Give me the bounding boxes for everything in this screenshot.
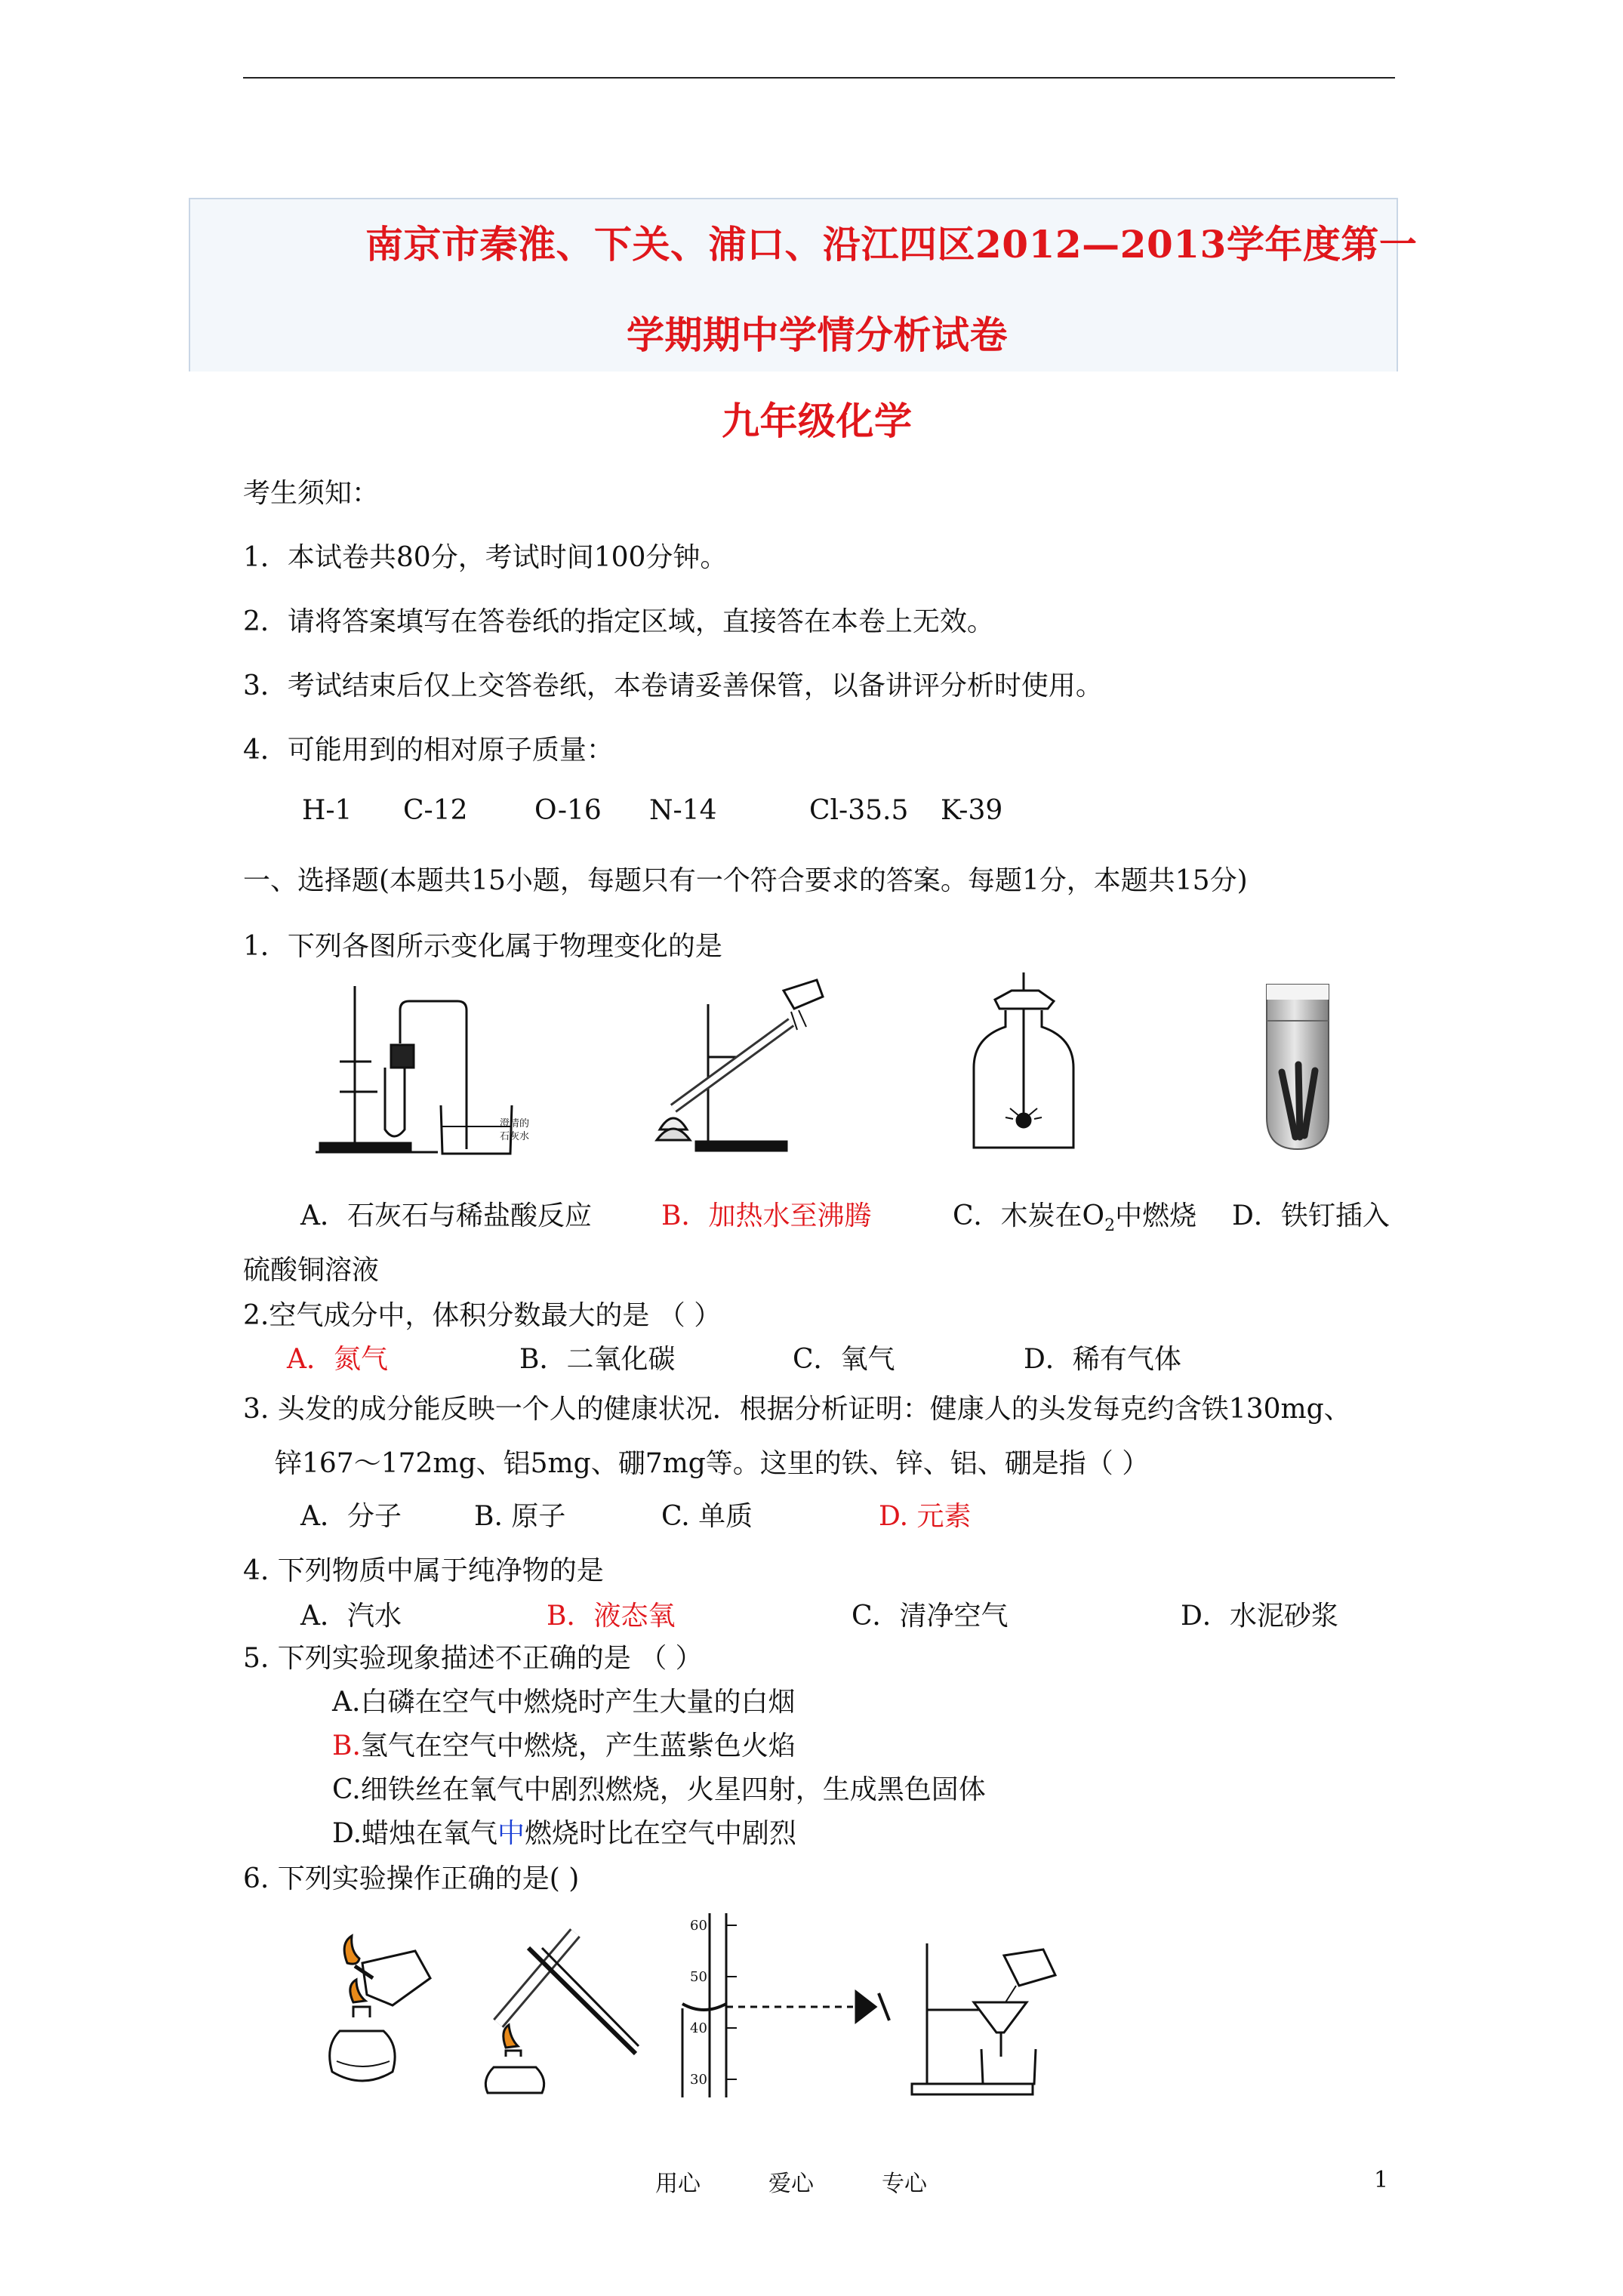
- q3-line-2: 锌167～172mg、铝5mg、硼7mg等。这里的铁、锌、铝、硼是指（ ）: [275, 1448, 1150, 1479]
- q6-figure-a-lamp-lighting: [317, 1933, 450, 2091]
- q2-option-c: C．氧气: [793, 1344, 895, 1375]
- q4-option-a: A．汽水: [300, 1601, 402, 1632]
- atomic-mass-c: C-12: [403, 795, 468, 826]
- notice-heading: 考生须知：: [243, 478, 380, 509]
- q6-cylinder-tick-60: 60: [690, 1918, 707, 1934]
- q1-option-c: C．木炭在$O_2$中燃烧: [953, 1200, 1197, 1236]
- q1-beaker-label-1: 澄清的: [500, 1118, 530, 1130]
- q6-cylinder-tick-40: 40: [690, 2020, 707, 2036]
- q2-option-d: D．稀有气体: [1024, 1344, 1181, 1375]
- q1-figure-d-test-tube: [1256, 982, 1339, 1152]
- q3-line-1: 3. 头发的成分能反映一个人的健康状况．根据分析证明：健康人的头发每克约含铁130mg、: [243, 1394, 1351, 1425]
- q3-option-b: B. 原子: [474, 1501, 566, 1532]
- q5-option-a: A.白磷在空气中燃烧时产生大量的白烟: [332, 1687, 796, 1718]
- title-line-2: 学期期中学情分析试卷: [627, 313, 1008, 357]
- q1-option-b: B．加热水至沸腾: [661, 1200, 872, 1231]
- q3-option-d: D. 元素: [879, 1501, 972, 1532]
- q6-stem: 6. 下列实验操作正确的是( ): [243, 1863, 580, 1894]
- subject-title: 九年级化学: [722, 399, 913, 443]
- footer-word-2: 爱心: [768, 2171, 814, 2197]
- atomic-mass-n: N-14: [649, 795, 717, 826]
- q5-option-c: C.细铁丝在氧气中剧烈燃烧，火星四射，生成黑色固体: [332, 1774, 986, 1805]
- footer-word-1: 用心: [655, 2171, 701, 2197]
- page-number: 1: [1374, 2167, 1389, 2193]
- atomic-mass-h: H-1: [302, 795, 353, 826]
- q3-option-a: A．分子: [300, 1501, 402, 1532]
- section-1-heading: 一、选择题(本题共15小题，每题只有一个符合要求的答案。每题1分，本题共15分): [243, 865, 1248, 896]
- q2-option-a: A．氮气: [287, 1344, 388, 1375]
- q6-figure-b-tube-heating: [476, 1918, 649, 2096]
- q1-figure-b-heating-tube: [643, 974, 839, 1155]
- q1-stem: 1．下列各图所示变化属于物理变化的是: [243, 931, 722, 962]
- q6-cylinder-tick-50: 50: [690, 1969, 707, 1985]
- atomic-mass-k: K-39: [941, 795, 1003, 826]
- footer-word-3: 专心: [882, 2171, 927, 2197]
- q1-option-d: D．铁钉插入: [1232, 1200, 1390, 1231]
- q5-option-b: B.氢气在空气中燃烧，产生蓝紫色火焰: [332, 1730, 796, 1761]
- q1-option-a: A．石灰石与稀盐酸反应: [300, 1200, 592, 1231]
- q4-option-b: B．液态氧: [547, 1601, 676, 1632]
- q6-figure-c-cylinder-reading: [679, 1910, 906, 2100]
- q3-option-c: C. 单质: [661, 1501, 753, 1532]
- q1-figure-c-gas-bottle: [963, 969, 1084, 1158]
- notice-item-3: 3．考试结束后仅上交答卷纸，本卷请妥善保管，以备讲评分析时使用。: [243, 670, 1103, 701]
- q1-figure-a-apparatus: [310, 978, 596, 1160]
- q6-figure-d-filtration: [906, 1936, 1079, 2096]
- q2-option-b: B．二氧化碳: [519, 1344, 676, 1375]
- q4-option-c: C．清净空气: [852, 1601, 1009, 1632]
- q5-option-d: D.蜡烛在氧气中燃烧时比在空气中剧烈: [332, 1818, 797, 1849]
- q6-cylinder-tick-30: 30: [690, 2072, 707, 2088]
- q1-beaker-label-2: 石灰水: [500, 1131, 530, 1142]
- atomic-mass-o: O-16: [534, 795, 602, 826]
- q1-option-d-cont: 硫酸铜溶液: [243, 1255, 380, 1286]
- q5-stem: 5. 下列实验现象描述不正确的是 （ ）: [243, 1643, 703, 1674]
- notice-item-4: 4．可能用到的相对原子质量：: [243, 735, 614, 766]
- q4-stem: 4. 下列物质中属于纯净物的是: [243, 1555, 604, 1586]
- atomic-mass-cl: Cl-35.5: [809, 795, 909, 826]
- q4-option-d: D．水泥砂浆: [1181, 1601, 1338, 1632]
- notice-item-1: 1．本试卷共80分，考试时间100分钟。: [243, 542, 728, 573]
- q2-stem: 2.空气成分中，体积分数最大的是 （ ）: [243, 1300, 722, 1331]
- header-rule: [243, 77, 1395, 79]
- title-line-1: 南京市秦淮、下关、浦口、沿江四区2012—2013学年度第一: [365, 222, 1418, 267]
- notice-item-2: 2．请将答案填写在答卷纸的指定区域，直接答在本卷上无效。: [243, 606, 994, 637]
